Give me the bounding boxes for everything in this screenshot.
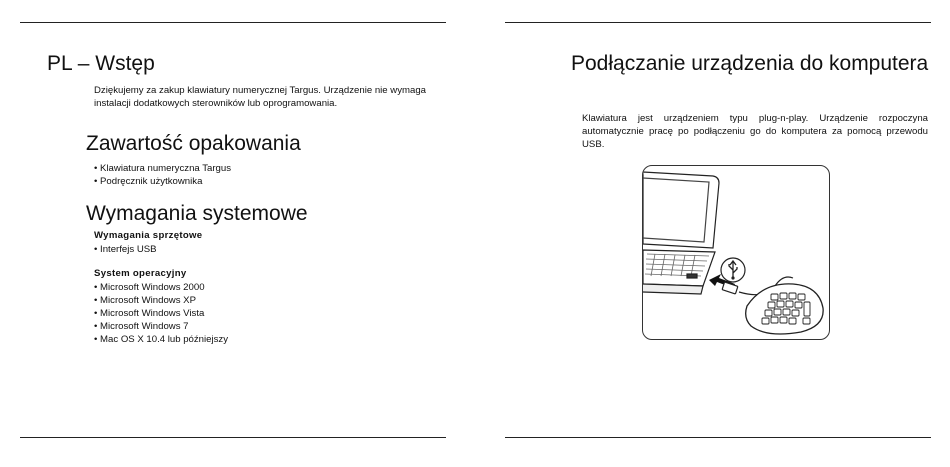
bottom-rule-left bbox=[20, 437, 446, 438]
list-item: • Mac OS X 10.4 lub późniejszy bbox=[94, 334, 229, 345]
list-item: • Interfejs USB bbox=[94, 244, 157, 255]
hardware-list bbox=[94, 243, 157, 256]
list-item: • Podręcznik użytkownika bbox=[94, 176, 203, 187]
laptop-icon bbox=[643, 172, 719, 294]
list-item: • Microsoft Windows Vista bbox=[94, 308, 205, 319]
list-item: • Microsoft Windows 2000 bbox=[94, 282, 205, 293]
intro-heading: PL – Wstęp bbox=[47, 52, 155, 75]
connect-text: Klawiatura jest urządzeniem typu plug-n-play. Urządzenie rozpoczyna automatycznie pracę po podłączeniu go do komputera za pomocą przewodu USB. bbox=[582, 113, 928, 150]
connection-illustration bbox=[642, 165, 830, 340]
bottom-rule-right bbox=[505, 437, 931, 438]
requirements-heading: Wymagania systemowe bbox=[86, 202, 308, 225]
usb-icon bbox=[721, 258, 745, 282]
intro-text: Dziękujemy za zakup klawiatury numerycznej Targus. Urządzenie nie wymaga instalacji dodatkowych sterowników lub oprogramowania. bbox=[94, 85, 427, 109]
list-item: • Microsoft Windows 7 bbox=[94, 321, 189, 332]
os-list bbox=[94, 281, 228, 346]
os-heading: System operacyjny bbox=[94, 268, 187, 279]
top-rule-left bbox=[20, 22, 446, 23]
top-rule-right bbox=[505, 22, 931, 23]
list-item: • Microsoft Windows XP bbox=[94, 295, 196, 306]
list-item: • Klawiatura numeryczna Targus bbox=[94, 163, 232, 174]
contents-list bbox=[94, 162, 231, 188]
hardware-heading: Wymagania sprzętowe bbox=[94, 230, 203, 241]
connect-heading: Podłączanie urządzenia do komputera bbox=[571, 52, 929, 75]
numeric-keypad-icon bbox=[746, 284, 823, 334]
contents-heading: Zawartość opakowania bbox=[86, 132, 301, 155]
